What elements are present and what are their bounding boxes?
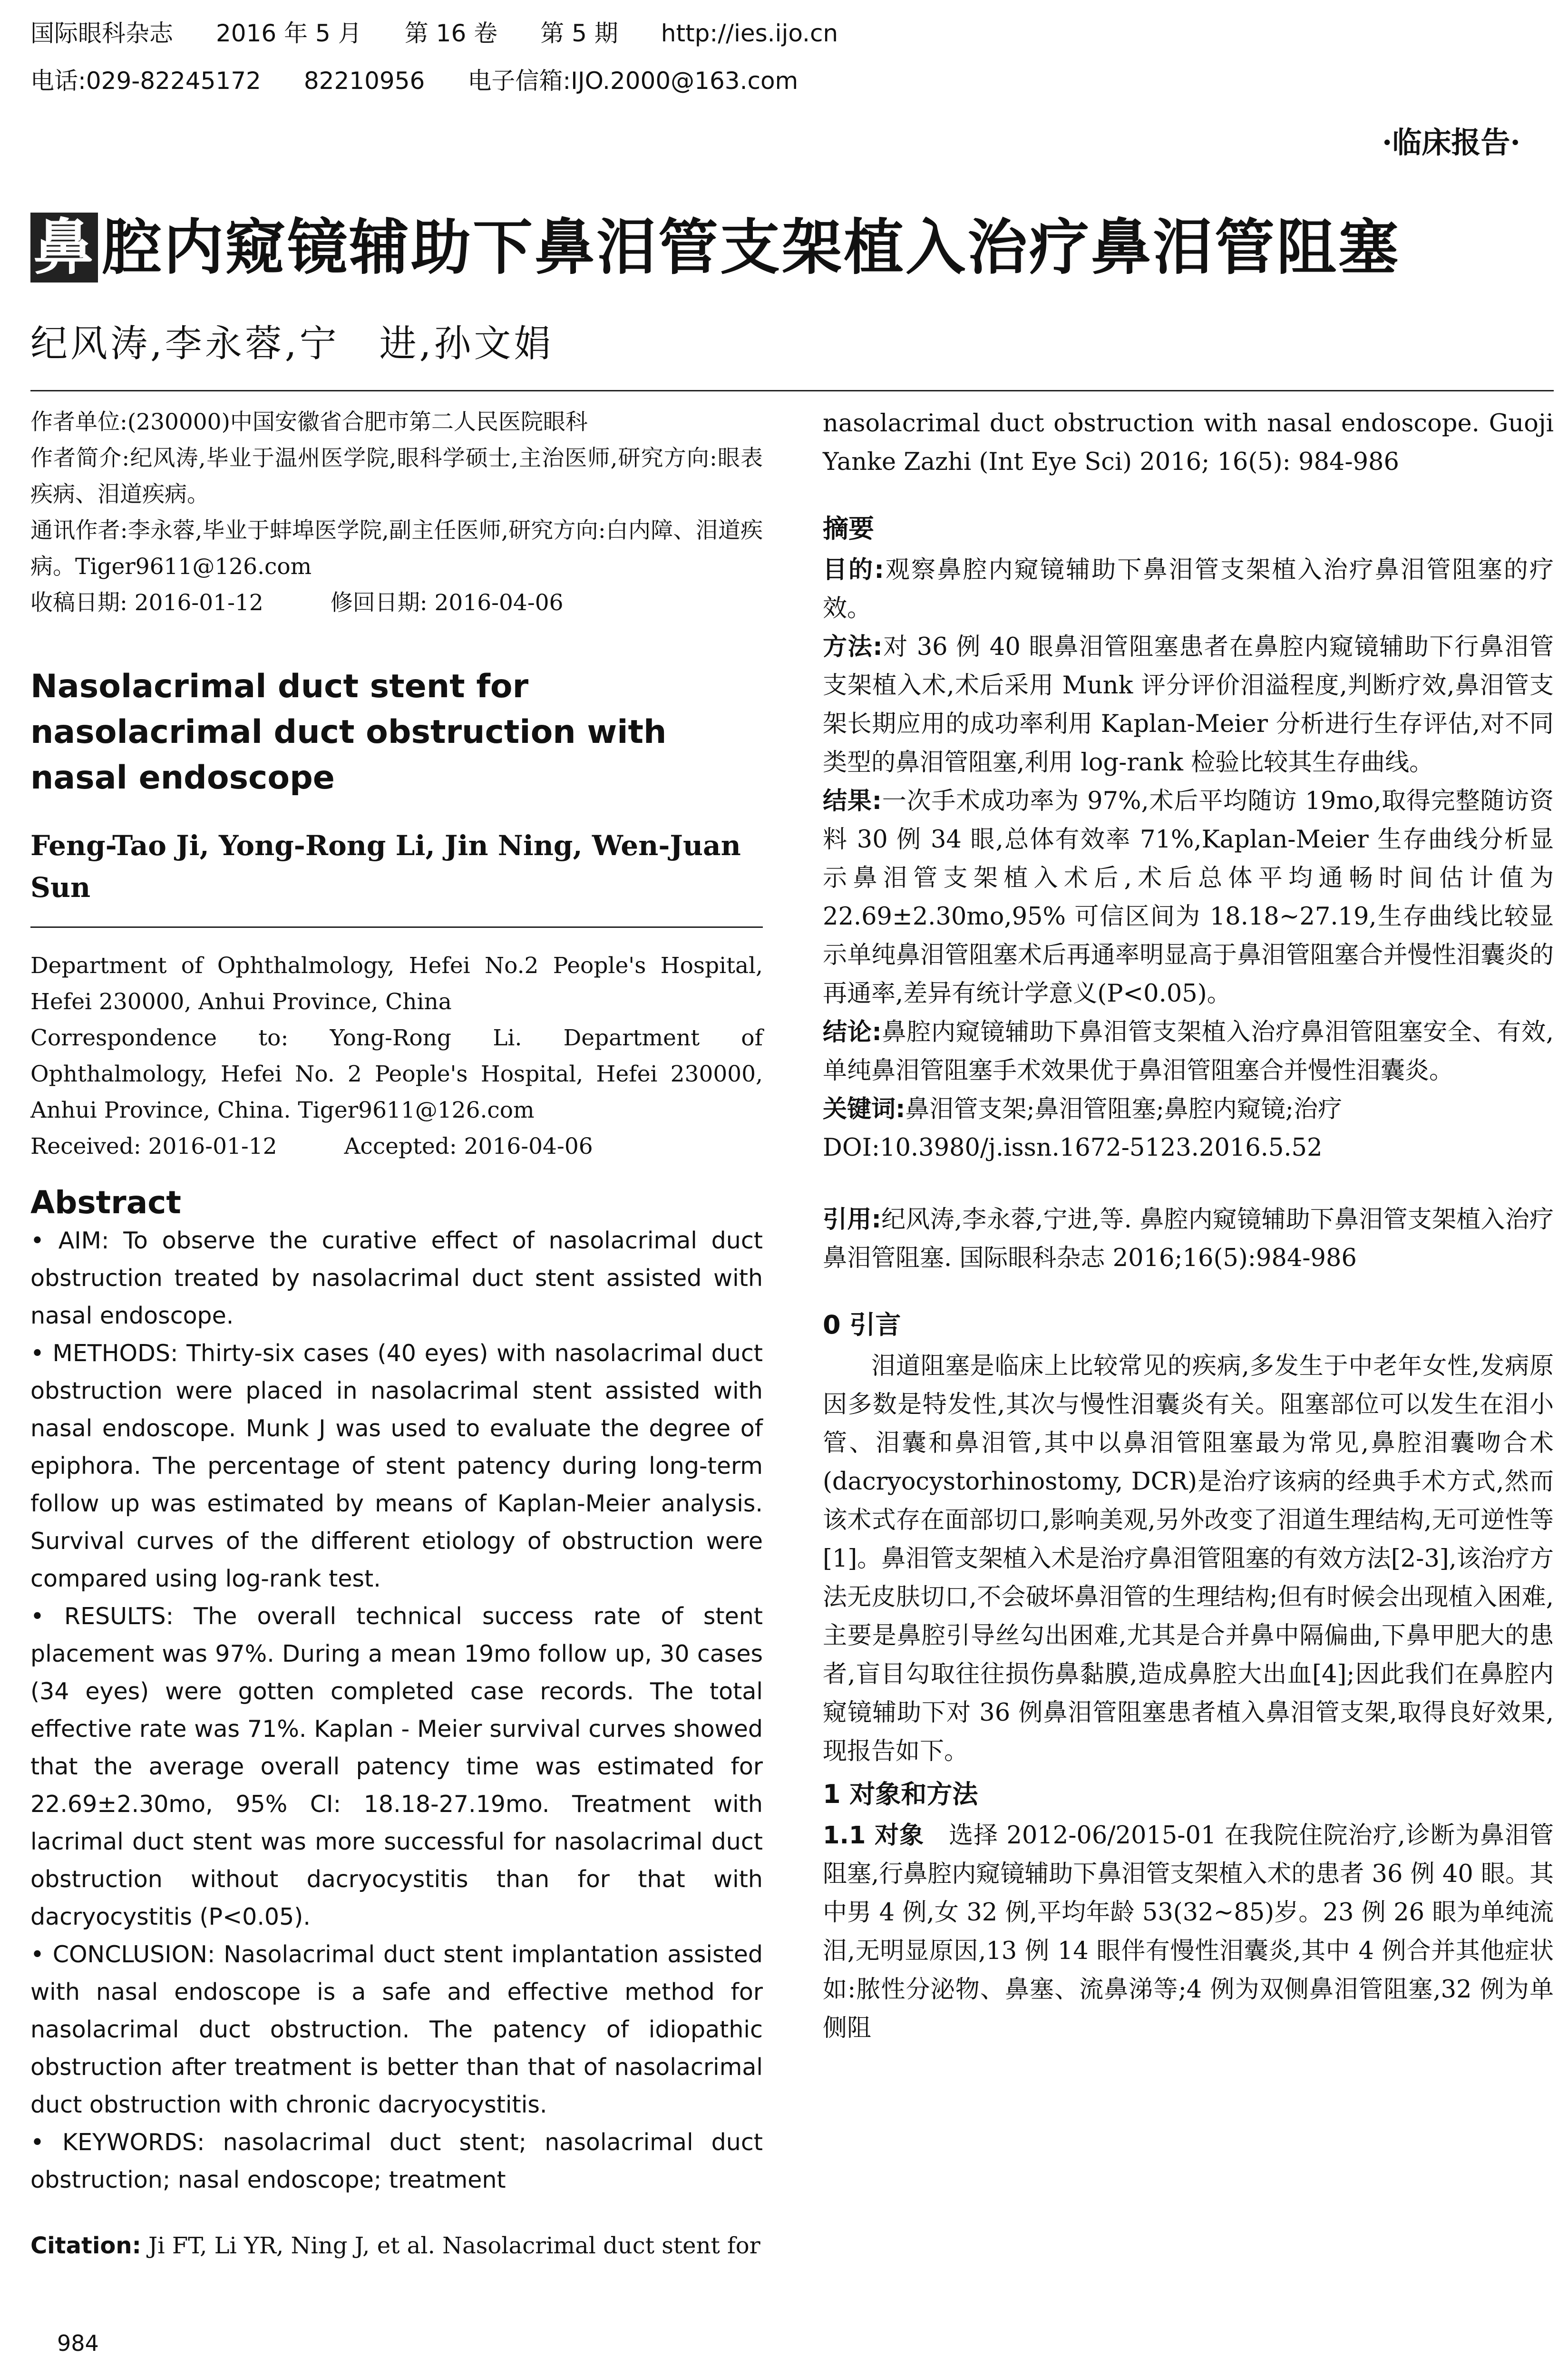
conclusion-text: 鼻腔内窥镜辅助下鼻泪管支架植入治疗鼻泪管阻塞安全、有效,单纯鼻泪管阻塞手术效果优于鼻泪管阻塞合并慢性泪囊炎。 (823, 1018, 1554, 1085)
section-tag: ·临床报告· (1382, 125, 1520, 160)
citation-label: Citation: (30, 2232, 141, 2259)
aim-label: 目的: (823, 556, 884, 584)
methods-text: 对 36 例 40 眼鼻泪管阻塞患者在鼻腔内窥镜辅助下行鼻泪管支架植入术,术后采用 Munk 评分评价泪溢程度,判断疗效,鼻泪管支架长期应用的成功率利用 Kaplan-Meier 分析进行生存评估,对不同类型的鼻泪管阻塞,利用 log-rank 检验比较其生存曲线。 (823, 633, 1554, 777)
cite-label: 引用: (823, 1206, 881, 1234)
journal-url[interactable]: http://ies.ijo.cn (661, 19, 838, 47)
aim-text: 观察鼻腔内窥镜辅助下鼻泪管支架植入治疗鼻泪管阻塞的疗效。 (823, 556, 1554, 623)
abstract-methods: • METHODS: Thirty-six cases (40 eyes) with nasolacrimal duct obstruction were placed in nasolacrimal stent assisted with nasal endoscope. Munk J was used to evaluate the degree of epiphora. The percentage of stent patency during long-term follow up was estimated by means of Kaplan-Meier analysis. Survival curves of the different etiology of obstruction were compared using log-rank test. (30, 1340, 763, 1592)
left-column (30, 404, 763, 2264)
english-correspondence: Correspondence to: Yong-Rong Li. Department of Ophthalmology, Hefei No. 2 People's Hospital, Hefei 230000, Anhui Province, China. Tiger9611@126.com (30, 1025, 763, 1123)
abstract-cn-methods (823, 628, 1554, 782)
citation (30, 2227, 763, 2264)
english-dates: Received: 2016-01-12 Accepted: 2016-04-06 (30, 1133, 593, 1159)
results-label: 结果: (823, 787, 882, 815)
title-rest: 腔内窥镜辅助下鼻泪管支架植入治疗鼻泪管阻塞 (102, 213, 1400, 283)
abstract-cn-aim (823, 551, 1554, 628)
subjects-label: 1.1 对象 (823, 1822, 925, 1850)
conclusion-label: 结论: (823, 1018, 882, 1046)
intro-text: 泪道阻塞是临床上比较常见的疾病,多发生于中老年女性,发病原因多数是特发性,其次与慢性泪囊炎有关。阻塞部位可以发生在泪小管、泪囊和鼻泪管,其中以鼻泪管阻塞最为常见,鼻腔泪囊吻合术(dacryocystorhinostomy, DCR)是治疗该病的经典手术方式,然而该术式存在面部切口,影响美观,另外改变了泪道生理结构,无可逆性等[1]。鼻泪管支架植入术是治疗鼻泪管阻塞的有效方法[2-3],该治疗方法无皮肤切口,不会破坏鼻泪管的生理结构;但有时候会出现植入困难,主要是鼻腔引导丝勾出困难,尤其是合并鼻中隔偏曲,下鼻甲肥大的患者,盲目勾取往往损伤鼻黏膜,造成鼻腔大出血[4];因此我们在鼻腔内窥镜辅助下对 36 例鼻泪管阻塞患者植入鼻泪管支架,取得良好效果,现报告如下。 (823, 1352, 1554, 1765)
abstract-cn-conclusion (823, 1013, 1554, 1090)
volume: 第 16 卷 (404, 19, 498, 47)
affiliation-cn: 作者单位:(230000)中国安徽省合肥市第二人民医院眼科 (30, 409, 588, 435)
english-authors: Feng-Tao Ji, Yong-Rong Li, Jin Ning, Wen-Juan Sun (30, 829, 741, 904)
phone: 电话:029-82245172 (30, 67, 261, 95)
abstract-aim: • AIM: To observe the curative effect of nasolacrimal duct obstruction treated by nasolacrimal duct stent assisted with nasal endoscope. (30, 1227, 763, 1329)
phone2: 82210956 (303, 67, 425, 95)
doi: DOI:10.3980/j.issn.1672-5123.2016.5.52 (823, 1134, 1323, 1162)
citation-text: Ji FT, Li YR, Ning J, et al. Nasolacrimal duct stent for (148, 2232, 760, 2259)
authors-cn: 纪风涛,李永蓉,宁 进,孙文娟 (30, 322, 554, 365)
page-title (30, 200, 1400, 286)
issue-date: 2016 年 5 月 (216, 19, 362, 47)
cite-cn (823, 1200, 1554, 1277)
cite-text: 纪风涛,李永蓉,宁进,等. 鼻腔内窥镜辅助下鼻泪管支架植入治疗鼻泪管阻塞. 国际眼科杂志 2016;16(5):984-986 (823, 1206, 1554, 1272)
abstract-keywords: • KEYWORDS: nasolacrimal duct stent; nasolacrimal duct obstruction; nasal endoscope; treatment (30, 2129, 763, 2193)
abstract-results: • RESULTS: The overall technical success rate of stent placement was 97%. During a mean 19mo follow up, 30 cases (34 eyes) were gotten completed case records. The total effective rate was 71%. Kaplan - Meier survival curves showed that the average overall patency time was estimated for 22.69±2.30mo, 95% CI: 18.18-27.19mo. Treatment with lacrimal duct stent was more successful for nasolacrimal duct obstruction without dacryocystitis than for that with dacryocystitis (P<0.05). (30, 1603, 763, 1930)
abstract-cn-results (823, 782, 1554, 1013)
keywords-label: 关键词: (823, 1095, 906, 1123)
english-affiliation: Department of Ophthalmology, Hefei No.2 People's Hospital, Hefei 230000, Anhui Province, China (30, 953, 763, 1015)
header-rule (30, 390, 1554, 391)
keywords-text: 鼻泪管支架;鼻泪管阻塞;鼻腔内窥镜;治疗 (905, 1095, 1342, 1123)
abstract-conclusion: • CONCLUSION: Nasolacrimal duct stent implantation assisted with nasal endoscope is a safe and effective method for nasolacrimal duct obstruction. The patency of idiopathic obstruction after treatment is better than that of nasolacrimal duct obstruction with chronic dacryocystitis. (30, 1941, 763, 2118)
results-text: 一次手术成功率为 97%,术后平均随访 19mo,取得完整随访资料 30 例 34 眼,总体有效率 71%,Kaplan-Meier 生存曲线分析显示鼻泪管支架植入术后,术后总体平均通畅时间估计值为 22.69±2.30mo,95% 可信区间为 18.18~27.19,生存曲线比较显示单纯鼻泪管阻塞术后再通率明显高于鼻泪管阻塞合并慢性泪囊炎的再通率,差异有统计学意义(P<0.05)。 (823, 787, 1554, 1008)
citation-continued: nasolacrimal duct obstruction with nasal endoscope. Guoji Yanke Zazhi (Int Eye Sci) 2016; 16(5): 984-986 (823, 409, 1554, 476)
english-rule (30, 926, 763, 928)
methods-heading: 1 对象和方法 (823, 1779, 978, 1809)
journal-name: 国际眼科杂志 (30, 19, 173, 47)
dates-cn: 收稿日期: 2016-01-12 修回日期: 2016-04-06 (30, 590, 564, 616)
subjects-paragraph (823, 1816, 1554, 2047)
abstract-cn-keywords (823, 1090, 1554, 1129)
english-title: Nasolacrimal duct stent for nasolacrimal duct obstruction with nasal endoscope (30, 668, 667, 797)
title-first-char: 鼻 (30, 213, 98, 283)
correspondence-cn: 通讯作者:李永蓉,毕业于蚌埠医学院,副主任医师,研究方向:白内障、泪道疾病。Tiger9611@126.com (30, 517, 763, 580)
abstract-heading: Abstract (30, 1184, 181, 1221)
email[interactable]: 电子信箱:IJO.2000@163.com (467, 67, 799, 95)
page-number: 984 (57, 2330, 99, 2356)
methods-label: 方法: (823, 633, 883, 661)
right-column (823, 404, 1554, 2047)
abstract-cn-heading: 摘要 (823, 514, 874, 544)
journal-header-line1 (30, 19, 881, 48)
author-bio-cn: 作者简介:纪风涛,毕业于温州医学院,眼科学硕士,主治医师,研究方向:眼表疾病、泪道疾病。 (30, 445, 763, 507)
subjects-text: 选择 2012-06/2015-01 在我院住院治疗,诊断为鼻泪管阻塞,行鼻腔内窥镜辅助下鼻泪管支架植入术的患者 36 例 40 眼。其中男 4 例,女 32 例,平均年龄 53(32~85)岁。23 例 26 眼为单纯流泪,无明显原因,13 例 14 眼伴有慢性泪囊炎,其中 4 例合并其他症状如:脓性分泌物、鼻塞、流鼻涕等;4 例为双侧鼻泪管阻塞,32 例为单侧阻 (823, 1822, 1554, 2042)
intro-heading: 0 引言 (823, 1310, 901, 1340)
journal-header-line2 (30, 67, 841, 95)
issue-number: 第 5 期 (540, 19, 618, 47)
